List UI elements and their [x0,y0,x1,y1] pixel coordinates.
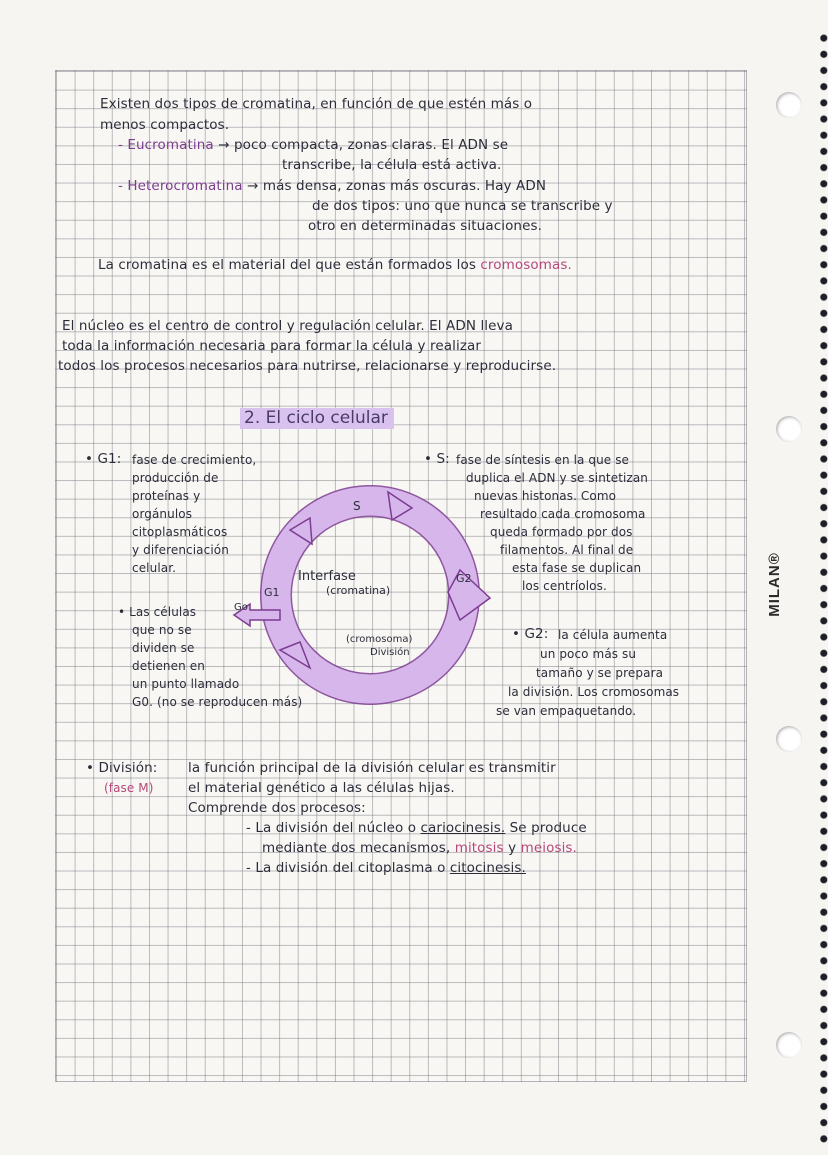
heterocromatina-label: - Heterocromatina [118,178,243,194]
label-interfase: Interfase [298,569,356,584]
division-line-2: el material genético a las células hijas. [188,780,455,796]
s-line: queda formado por dos [490,525,633,539]
intro-line-2: menos compactos. [100,117,230,133]
division-line-1: la función principal de la división celular es transmitir [188,760,556,776]
cell-cycle-diagram [220,470,500,720]
s-line: los centríolos. [522,579,607,593]
g0-line: que no se [132,623,192,637]
g1-line: citoplasmáticos [132,525,228,539]
division-item-1: - La división del núcleo o cariocinesis. Se produce [246,820,587,836]
s-line: filamentos. Al final de [500,543,634,557]
g1-line: celular. [132,561,177,575]
g0-line: detienen en [132,659,205,673]
division-label: • División: [86,760,158,776]
citocinesis-word: citocinesis. [449,860,526,876]
spiral-binding [814,30,828,1150]
g1-line: orgánulos [132,507,193,521]
g0-line: • Las células [118,605,197,619]
nucleo-line-1: El núcleo es el centro de control y regulación celular. El ADN lleva [62,318,514,334]
g2-label: • G2: [512,626,549,642]
nucleo-line-2: toda la información necesaria para formar la célula y realizar [62,338,482,354]
s-line: nuevas histonas. Como [474,489,617,503]
s-line: fase de síntesis en la que se [456,453,630,467]
g1-label: • G1: [85,451,122,467]
nucleo-line-3: todos los procesos necesarios para nutrirse, relacionarse y reproducirse. [58,358,557,374]
division-item-2: - La división del citoplasma o citocinesis. [246,860,526,876]
label-cromosoma: (cromosoma) [346,634,413,645]
g2-line: la división. Los cromosomas [508,685,680,699]
section-title: 2. El ciclo celular [240,408,394,429]
cromatina-definition: La cromatina es el material del que están formados los cromosomas. [98,257,572,273]
punch-hole [776,1032,802,1058]
eucromatina-line-2: transcribe, la célula está activa. [282,157,502,173]
label-g0: Go [234,602,248,613]
punch-hole [776,92,802,118]
eucromatina-label: - Eucromatina [118,137,214,153]
intro-line-1: Existen dos tipos de cromatina, en función de que estén más o [100,96,533,112]
s-label: • S: [424,451,450,467]
g0-line: G0. (no se reproducen más) [132,695,303,709]
punch-hole [776,726,802,752]
division-fase: (fase M) [104,781,154,795]
heterocromatina-line-2: de dos tipos: uno que nunca se transcribe y [312,198,613,214]
s-line: esta fase se duplican [512,561,642,575]
meiosis-word: meiosis. [520,840,577,856]
g1-line: proteínas y [132,489,201,503]
g2-line: se van empaquetando. [496,704,637,718]
g2-line: la célula aumenta [558,628,668,642]
division-item-1-cont: mediante dos mecanismos, mitosis y meiosis. [262,840,577,856]
g1-line: fase de crecimiento, [132,453,257,467]
label-s: S [353,499,361,513]
brand-logo: MILAN® [765,552,783,617]
g2-line: tamaño y se prepara [536,666,664,680]
mitosis-word: mitosis [454,840,504,856]
heterocromatina-line-3: otro en determinadas situaciones. [308,218,543,234]
label-g1: G1 [264,586,280,599]
cromosomas-word: cromosomas. [480,257,572,273]
g1-line: producción de [132,471,219,485]
label-cromatina: (cromatina) [326,584,391,597]
s-line: duplica el ADN y se sintetizan [466,471,648,485]
heterocromatina-line-1: - Heterocromatina → más densa, zonas más oscuras. Hay ADN [118,178,547,194]
g0-line: un punto llamado [132,677,240,691]
g0-line: dividen se [132,641,195,655]
s-line: resultado cada cromosoma [480,507,646,521]
label-g2: G2 [456,572,472,585]
g1-line: y diferenciación [132,543,229,557]
division-line-3: Comprende dos procesos: [188,800,366,816]
g2-line: un poco más su [540,647,637,661]
eucromatina-line-1: - Eucromatina → poco compacta, zonas claras. El ADN se [118,137,509,153]
punch-hole [776,416,802,442]
label-division: División [370,647,410,658]
cariocinesis-word: cariocinesis. [420,820,506,836]
